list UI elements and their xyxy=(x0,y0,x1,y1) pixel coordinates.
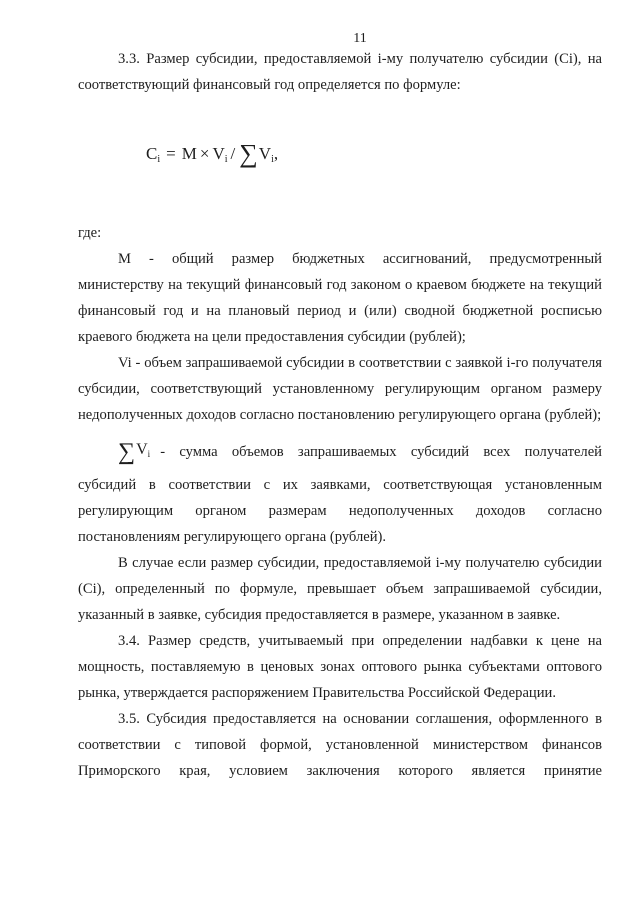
where-label: где: xyxy=(78,225,102,241)
paragraph-case: В случае если размер субсидии, предоставляемой i-му получателю субсидии (Ci), определенный по формуле, превышает объем запрашиваемой субсидии, указанный в заявке, субсидия предоставляется в размере, указанном в заявке. xyxy=(78,555,602,623)
paragraph-3-3: 3.3. Размер субсидии, предоставляемой i-му получателю субсидии (Ci), на соответствующий финансовый год определяется по формуле: xyxy=(78,51,602,93)
definition-sum xyxy=(78,432,602,550)
formula-lhs: $C_i$ xyxy=(146,143,161,165)
definition-vi: Vi - объем запрашиваемой субсидии в соответствии с заявкой i-го получателя субсидии, соответствующий установленному регулирующим органом размеру недополученных доходов согласно постановлению регулирующего органа (рублей); xyxy=(78,355,602,423)
formula-divide: / xyxy=(230,144,236,163)
formula-m: M xyxy=(181,144,197,163)
formula-equals: = xyxy=(166,144,176,163)
definition-sum-first-line xyxy=(78,432,602,472)
definition-sum-first-text: - сумма объемов запрашиваемых субсидий всех получателей xyxy=(160,444,602,460)
definition-m: М - общий размер бюджетных ассигнований, предусмотренный министерству на текущий финансовый год законом о краевом бюджете на текущий финансовый год и на плановый период и (или) сводной бюджетной росписью краевого бюджета на цели предоставления субсидии (рублей); xyxy=(78,251,602,345)
definition-sum-rest: субсидий в соответствии с их заявками, соответствующая установленным регулирующим органом размерам недополученных доходов согласно постановлениям регулирующего органа (рублей). xyxy=(78,477,602,545)
formula-v: $V_i$ xyxy=(212,143,228,165)
page-content xyxy=(78,46,602,784)
sum-v: $V_i$ xyxy=(136,441,151,459)
formula-v2: $V_i$ xyxy=(258,143,274,165)
paragraph-3-5: 3.5. Субсидия предоставляется на основании соглашения, оформленного в соответствии с типовой формой, установленной министерством финансов Приморского края, условием заключения которого является принятие xyxy=(78,711,602,779)
formula-sum-icon: ∑ xyxy=(239,139,258,168)
formula-tail: , xyxy=(273,144,279,163)
formula-times: × xyxy=(199,144,210,163)
subsidy-formula xyxy=(146,118,602,190)
sum-icon: ∑ xyxy=(118,439,136,465)
paragraph-3-4: 3.4. Размер средств, учитываемый при определении надбавки к цене на мощность, поставляемую в ценовых зонах оптового рынка субъектами оптового рынка, утверждается распоряжением Правительства Российской Федерации. xyxy=(78,633,602,701)
page-number: 11 xyxy=(353,31,367,46)
